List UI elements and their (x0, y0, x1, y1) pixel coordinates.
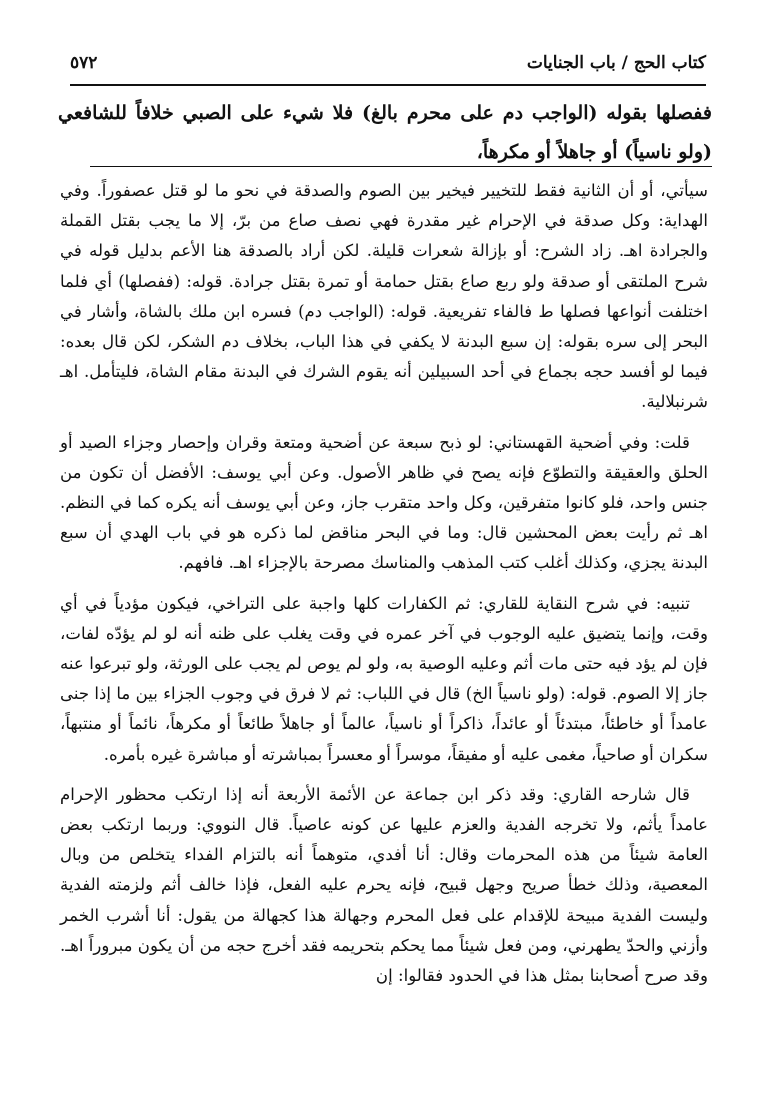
book-title: كتاب الحج (633, 53, 706, 73)
title-separator: / (621, 53, 628, 73)
header-rule (70, 84, 706, 86)
commentary-paragraph: قلت: وفي أضحية القهستاني: لو ذبح سبعة عن أضحية ومتعة وقران وإحصار وجزاء الصيد أو الحلق والعقيقة والتطوّع فإنه يصح في ظاهر الأصول. وعن أبي يوسف: الأفضل أن تكون من جنس واحد، فلو كانوا متفرقين، وكل واحد متقرب جاز، وعن أبي يوسف أنه يكره كما في النظم. اهـ ثم رأيت بعض المحشين قال: وما في البحر مناقض لما ذكره هو في باب الهدي أن سبع البدنة يجزي، وكذلك أغلب كتب المذهب والمناسك مصرحة بالإجزاء اهـ. فافهم. (60, 432, 708, 573)
matn-separator-rule (90, 166, 712, 167)
commentary-paragraph: سيأتي، أو أن الثانية فقط للتخيير فيخير بين الصوم والصدقة في نحو ما لو قتل عصفوراً. وفي الهداية: وكل صدقة في الإحرام غير مقدرة فهي نصف صاع من برّ، إلا ما يجب بقتل القملة والجرادة اهـ. زاد الشرح: أو بإزالة شعرات قليلة. لكن أراد بالصدقة هنا الأعم بدليل قوله في شرح الملتقى أو صدقة ولو ربع صاع بقتل حمامة أو تمرة بقتل جرادة. قوله: (ففصلها) أي فلما اختلفت أنواعها فصلها ط فالفاء تفريعية. قوله: (الواجب دم) فسره ابن ملك بالشاة، وأشار في البحر إلى سره بقوله: إن سبع البدنة لا يكفي في هذا الباب، بخلاف دم الشكر، لكن قال بعده: فيما لو أفسد حجه بجماع في أحد السبيلين أنه يقوم الشرك في البدنة مقام الشاة، فليتأمل. اهـ شرنبلالية. (60, 181, 708, 412)
page-number: ٥٧٢ (70, 53, 98, 73)
commentary-text (60, 176, 708, 991)
running-header (70, 46, 706, 80)
chapter-title: باب الجنايات (526, 53, 616, 73)
matn-text: ففصلها بقوله (الواجب دم على محرم بالغ) فلا شيء على الصبي خلافاً للشافعي (ولو ناسياً) أو جاهلاً أو مكرهاً، (58, 102, 712, 163)
commentary-paragraph: قال شارحه القاري: وقد ذكر ابن جماعة عن الأئمة الأربعة أنه إذا ارتكب محظور الإحرام عامداً يأثم، ولا تخرجه الفدية والعزم عليها عن كونه عاصياً. قال النووي: وربما ارتكب بعض العامة شيئاً من هذه المحرمات وقال: أنا أفدي، متوهماً أنه بالتزام الفداء يتخلص من وبال المعصية، وذلك خطأ صريح وجهل قبيح، فإنه يحرم عليه الفعل، فإذا خالف أثم ولزمته الفدية وليست الفدية مبيحة للإقدام على فعل المحرم وجهالة هذا كجهالة من يقول: أنا أشرب الخمر وأزني والحدّ يطهرني، ومن فعل شيئاً مما يحكم بتحريمه فقد أخرج حجه من أن يكون مبروراً اهـ. وقد صرح أصحابنا بمثل هذا في الحدود فقالوا: إن (60, 784, 708, 986)
commentary-paragraph: تنبيه: في شرح النقاية للقاري: ثم الكفارات كلها واجبة على التراخي، فيكون مؤدياً في أي وقت، وإنما يتضيق عليه الوجوب في آخر عمره في وقت يغلب على ظنه أنه لو لم يؤدّه لفات، فإن لم يؤد فيه حتى مات أثم وعليه الوصية به، ولو لم يوص لم يجب على الورثة، ولو تبرعوا عنه جاز إلا الصوم. قوله: (ولو ناسياً الخ) قال في اللباب: ثم لا فرق في وجوب الجزاء بين ما إذا جنى عامداً أو خاطئاً، مبتدئاً أو عائداً، ذاكراً أو ناسياً، عالماً أو جاهلاً طائعاً أو مكرهاً، نائماً أو منتبهاً، سكران أو صاحياً، مغمى عليه أو مفيقاً، موسراً أو معسراً بمباشرته أو مباشرة غيره بأمره. (60, 593, 708, 764)
header-title (527, 53, 706, 73)
